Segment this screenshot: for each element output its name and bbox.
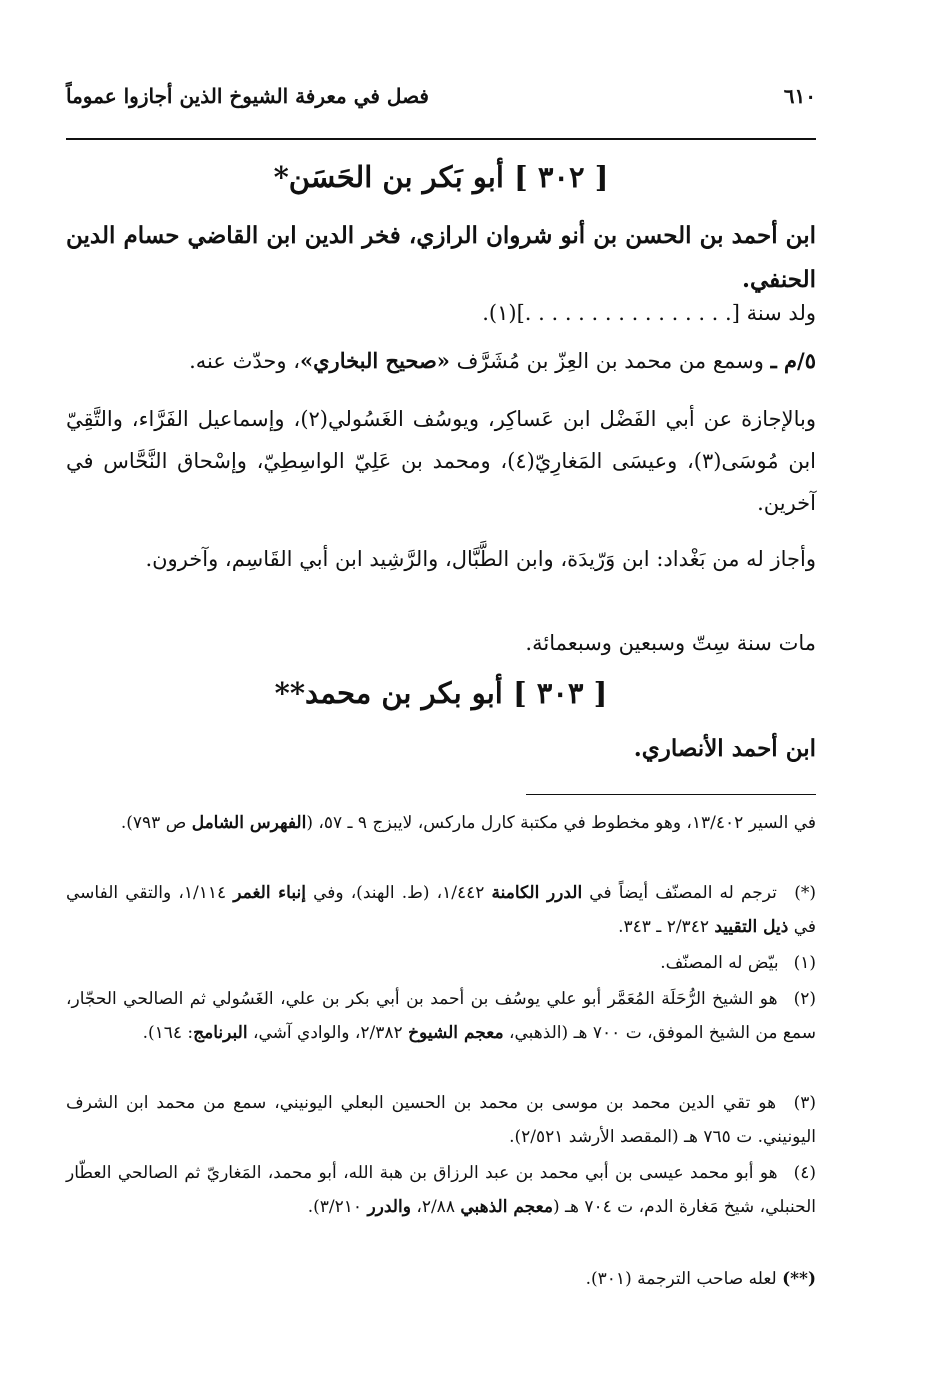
heard-book: «صحيح البخاري» xyxy=(299,348,450,373)
running-title: فصل في معرفة الشيوخ الذين أجازوا عموماً xyxy=(66,84,429,108)
footnote-mark: (*) xyxy=(794,883,817,903)
entry-302-ijaza: وبالإجازة عن أبي الفَضْل ابن عَساكِر، ويوسُف الغَسُولي(٢)، وإسماعيل الفَرَّاء، والتَّقِيّ ابن مُوسَى(٣)، وعيسَى المَغارِيّ(٤)، ومحمد بن عَلِيّ الواسِطِيّ، وإسْحاق النَّحَّاس في آخرين. xyxy=(66,407,816,515)
heard-prefix: ٥/م ـ xyxy=(770,348,816,373)
entry-302-lineage: ابن أحمد بن الحسن بن أنو شروان الرازي، فخر الدين ابن القاضي حسام الدين الحنفي. xyxy=(66,222,816,293)
footnote-mark: (٤) xyxy=(793,1163,817,1183)
footnote-4: (٤) هو أبو محمد عيسى بن أبي محمد بن عبد الرزاق بن هبة الله، أبو محمد، المَغاريّ ثم الصالحي العطّار الحنبلي، شيخ مَغارة الدم، ت ٧٠٤ هـ (معجم الذهبي ٢/٨٨، والدرر ٣/٢١٠). xyxy=(66,1156,816,1224)
entry-302-baghdad: وأجاز له من بَغْداد: ابن وَرّيدَة، وابن الطَّبَّال، والرَّشِيد ابن أبي القَاسِم، وآخرون. xyxy=(145,547,816,571)
entry-303-title: [ ٣٠٣ ] أبو بكر بن محمد** xyxy=(274,676,608,710)
footnote-1: (١) بيّض له المصنّف. xyxy=(66,946,816,980)
page-number: ٦١٠ xyxy=(783,84,816,108)
heard-suffix: ، وحدّث عنه. xyxy=(189,349,300,373)
footnote-mark: (**) xyxy=(782,1269,816,1289)
entry-302-death: مات سنة سِتّ وسبعين وسبعمائة. xyxy=(525,631,816,655)
entry-302-heard xyxy=(66,340,816,382)
footnote-star: (*) ترجم له المصنّف أيضاً في الدرر الكامنة ١/٤٤٢، (ط. الهند)، وفي إنباء الغمر ١/١١٤، والتقي الفاسي في ذيل التقييد ٢/٣٤٢ ـ ٣٤٣. xyxy=(66,876,816,944)
entry-303-lineage: ابن أحمد الأنصاري. xyxy=(633,735,816,762)
header-rule xyxy=(66,138,816,140)
running-header xyxy=(66,84,816,108)
entry-302-birth: ولد سنة [. . . . . . . . . . . . . . . .](١). xyxy=(482,301,816,325)
footnote-mark: (١) xyxy=(793,953,816,973)
footnote-3: (٣) هو تقي الدين محمد بن موسى بن محمد بن الحسين البعلي اليونيني، سمع من محمد ابن الشرف اليونيني. ت ٧٦٥ هـ (المقصد الأرشد ٢/٥٢١). xyxy=(66,1086,816,1154)
footnote-continuation: في السير ١٣/٤٠٢، وهو مخطوط في مكتبة كارل ماركس، لايبزج ٩ ـ ٥٧، (الفهرس الشامل ص ٧٩٣). xyxy=(120,813,816,833)
entry-302-title: [ ٣٠٢ ] أبو بَكر بن الحَسَن* xyxy=(273,160,609,194)
footnote-mark: (٣) xyxy=(793,1093,816,1113)
footnote-mark: (٢) xyxy=(793,989,816,1009)
footnote-2: (٢) هو الشيخ الرُّحَلَة المُعَمَّر أبو علي يوسُف بن أحمد بن أبي بكر بن علي، الغَسُولي ثم الصالحي الحجّار، سمع من الشيخ الموفق، ت ٧٠٠ هـ (الذهبي، معجم الشيوخ ٢/٣٨٢، والوادي آشي، البرنامج: ١٦٤). xyxy=(66,982,816,1050)
footnote-double-star: (**) لعله صاحب الترجمة (٣٠١). xyxy=(66,1262,816,1296)
footnote-rule xyxy=(526,794,816,795)
heard-text: وسمع من محمد بن العِزّ بن مُشَرَّف xyxy=(456,349,764,373)
